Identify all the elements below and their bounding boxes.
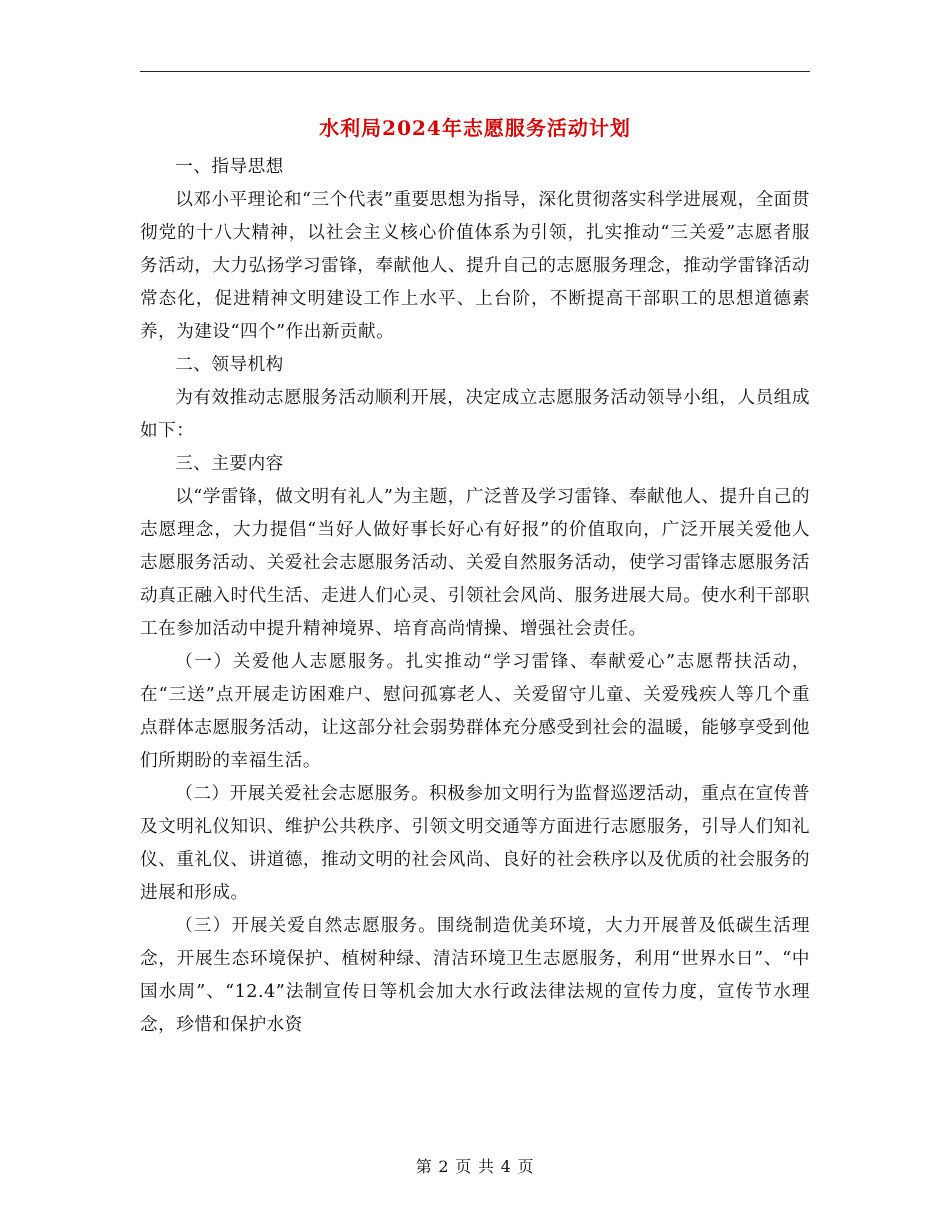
paragraph-item-3: （三）开展关爱自然志愿服务。围绕制造优美环境，大力开展普及低碳生活理念，开展生态环境保护、植树种绿、清洁环境卫生志愿服务，利用“世界水日”、“中国水周”、“12.4”法制宣传日等机会加大水行政法律法规的宣传力度，宣传节水理念，珍惜和保护水资 bbox=[140, 916, 810, 1035]
section-heading-guiding-ideology: 一、指导思想 bbox=[175, 157, 284, 177]
paragraph-main-content: 以“学雷锋，做文明有礼人”为主题，广泛普及学习雷锋、奉献他人、提升自己的志愿理念，大力提倡“当好人做好事长好心有好报”的价值取向，广泛开展关爱他人志愿服务活动、关爱社会志愿服务活动、关爱自然服务活动，使学习雷锋志愿服务活动真正融入时代生活、走进人们心灵、引领社会风尚、服务进展大局。使水利干部职工在参加活动中提升精神境界、培育高尚情操、增强社会责任。 bbox=[140, 487, 810, 639]
document-title: 水利局2024年志愿服务活动计划 bbox=[319, 116, 631, 140]
header-rule bbox=[140, 71, 810, 72]
paragraph-leadership: 为有效推动志愿服务活动顺利开展，决定成立志愿服务活动领导小组，人员组成如下： bbox=[140, 388, 810, 441]
section-heading-main-content: 三、主要内容 bbox=[175, 454, 284, 474]
page-number-footer: 第 2 页 共 4 页 bbox=[415, 1157, 535, 1176]
document-body bbox=[140, 151, 810, 1042]
section-heading-leadership: 二、领导机构 bbox=[175, 355, 284, 375]
paragraph-item-2: （二）开展关爱社会志愿服务。积极参加文明行为监督巡逻活动，重点在宣传普及文明礼仪知识、维护公共秩序、引领文明交通等方面进行志愿服务，引导人们知礼仪、重礼仪、讲道德，推动文明的社会风尚、良好的社会秩序以及优质的社会服务的进展和形成。 bbox=[140, 784, 810, 903]
paragraph-item-1: （一）关爱他人志愿服务。扎实推动“学习雷锋、奉献爱心”志愿帮扶活动，在“三送”点开展走访困难户、慰问孤寡老人、关爱留守儿童、关爱残疾人等几个重点群体志愿服务活动，让这部分社会弱势群体充分感受到社会的温暖，能够享受到他们所期盼的幸福生活。 bbox=[140, 652, 810, 771]
paragraph-guiding-ideology: 以邓小平理论和“三个代表”重要思想为指导，深化贯彻落实科学进展观，全面贯彻党的十八大精神，以社会主义核心价值体系为引领，扎实推动“三关爱”志愿者服务活动，大力弘扬学习雷锋，奉献他人、提升自己的志愿服务理念，推动学雷锋活动常态化，促进精神文明建设工作上水平、上台阶，不断提高干部职工的思想道德素养，为建设“四个”作出新贡献。 bbox=[140, 190, 810, 342]
